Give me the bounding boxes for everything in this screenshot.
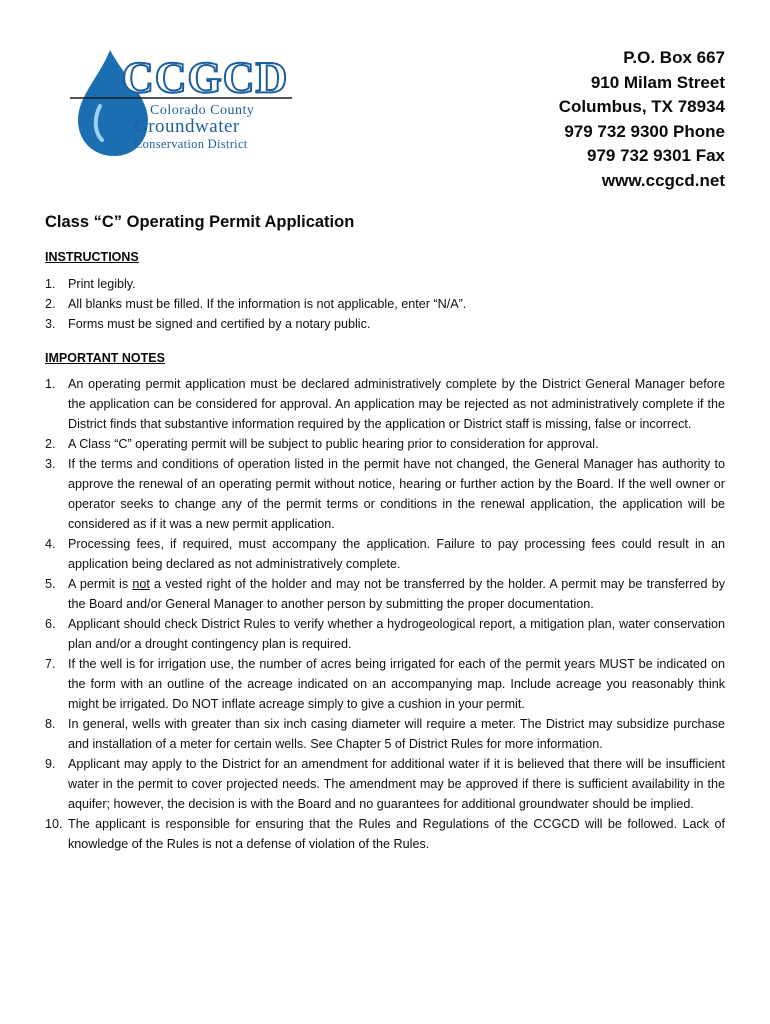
list-item: 2. A Class “C” operating permit will be subject to public hearing prior to consideration for approval.	[45, 437, 599, 451]
logo-line-3: Conservation District	[134, 137, 248, 151]
phone-number: 979 732 9300 Phone	[564, 121, 725, 141]
list-item: 1. An operating permit application must be declared administratively complete by the District General Manager before the application can be considered for approval. An application may be rejected as not administratively complete if the District finds that substantive information required by the application or District staff is missing, false or incorrect.	[45, 377, 725, 431]
list-item: 10. The applicant is responsible for ensuring that the Rules and Regulations of the CCGCD will be followed. Lack of knowledge of the Rules is not a defense of violation of the Rules.	[45, 817, 725, 851]
instructions-list	[45, 274, 725, 334]
list-item: 3. If the terms and conditions of operation listed in the permit have not changed, the General Manager has authority to approve the renewal of an operating permit without notice, hearing or further action by the Board. If the well owner or operator seeks to change any of the permit terms or conditions in the renewal application, the application will be considered as if it was a new permit application.	[45, 457, 725, 531]
fax-number: 979 732 9301 Fax	[586, 146, 725, 166]
list-item: 3. Forms must be signed and certified by a notary public.	[45, 317, 371, 331]
page-title: Class “C” Operating Permit Application	[45, 213, 355, 231]
list-item: 5. A permit is not a vested right of the holder and may not be transferred by the holder. A permit may be transferred by the Board and/or General Manager to another person by submitting the proper documentation.	[45, 577, 725, 611]
list-item: 7. If the well is for irrigation use, the number of acres being irrigated for each of the permit years MUST be indicated on the form with an outline of the acreage indicated on an accompanying map. Include acreage you reasonably think might be irrigated. Do NOT inflate acreage simply to give a cushion in your permit.	[45, 657, 725, 711]
list-item: 4. Processing fees, if required, must accompany the application. Failure to pay processing fees could result in an application being declared as not administratively complete.	[45, 537, 725, 571]
list-item: 6. Applicant should check District Rules to verify whether a hydrogeological report, a mitigation plan, water conservation plan and/or a drought contingency plan is required.	[45, 617, 725, 651]
list-item: 9. Applicant may apply to the District for an amendment for additional water if it is believed that there will be insufficient water in the permit to cover projected needs. The amendment may be approved if there is sufficient availability in the aquifer; however, the decision is with the Board and no guarantees for additional groundwater should be implied.	[45, 757, 725, 811]
ccgcd-logo	[70, 46, 310, 158]
logo-line-2: Groundwater	[134, 116, 240, 137]
address-block	[559, 46, 725, 194]
website-link[interactable]: www.ccgcd.net	[601, 170, 725, 190]
city-state-zip: Columbus, TX 78934	[558, 97, 725, 117]
emphasis-not: not	[132, 577, 150, 591]
logo-acronym: CCGCD	[122, 53, 289, 102]
instructions-heading: INSTRUCTIONS	[45, 250, 139, 264]
important-notes-list	[45, 374, 725, 854]
important-notes-heading: IMPORTANT NOTES	[45, 351, 165, 365]
list-item: 2. All blanks must be filled. If the information is not applicable, enter “N/A”.	[45, 297, 467, 311]
street-address: 910 Milam Street	[590, 72, 725, 92]
po-box: P.O. Box 667	[623, 48, 725, 67]
list-item: 1. Print legibly.	[45, 277, 136, 291]
list-item: 8. In general, wells with greater than six inch casing diameter will require a meter. The District may subsidize purchase and installation of a meter for certain wells. See Chapter 5 of District Rules for more information.	[45, 717, 725, 751]
logo-graphic	[70, 46, 310, 158]
logo-line-1: Colorado County	[150, 103, 255, 118]
